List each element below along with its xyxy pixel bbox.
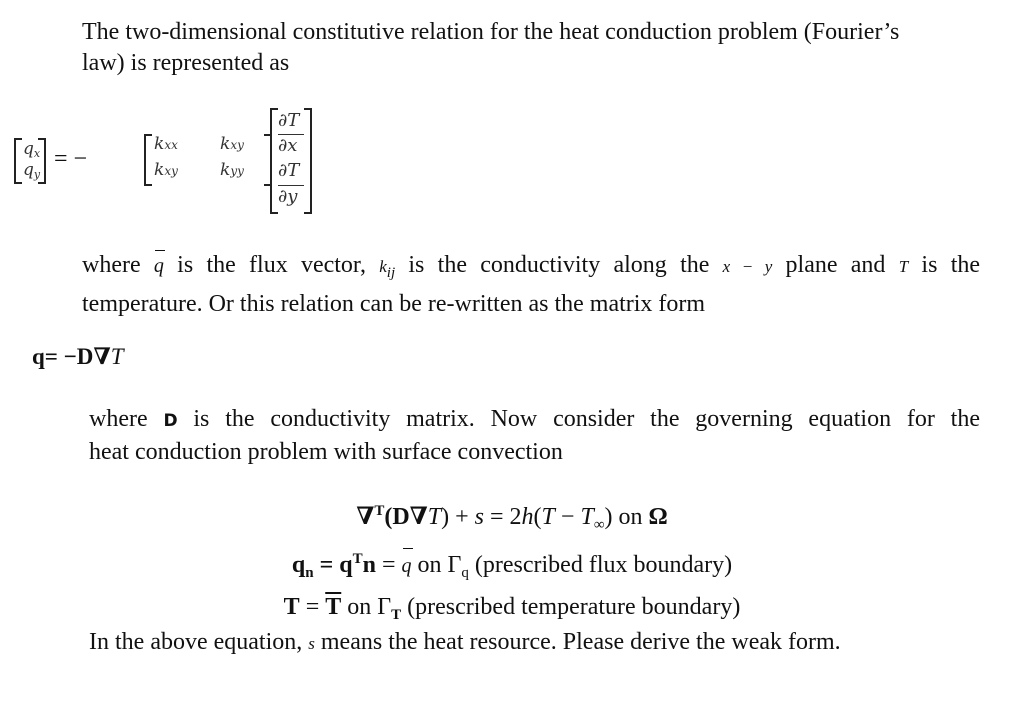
k-xy-bottom: kxy [154,160,178,180]
governing-eq-3: $T = \overline{T}$ on $\Gamma_T$ (prescribed temperature boundary) [283,594,741,623]
flux-vector-symbol: q [154,251,164,282]
where-line-2: temperature. Or this relation can be re-written as the matrix form [82,291,706,317]
k-xx: kxx [154,134,178,154]
temperature-gradient-vector [270,108,312,214]
D-symbol: D [163,411,178,431]
intro-paragraph [82,17,980,79]
where-paragraph-2 [89,404,980,468]
governing-eq-1: $\nabla^T(D\nabla T) + s = 2h(T - T_\infty)$ on Ω [356,503,668,533]
matrix-form-equation: q= −D∇T [32,344,124,369]
where2-line-1: where D is the conductivity matrix. Now consider the governing equation for the [89,406,981,432]
where-paragraph-1 [82,250,980,320]
temperature-symbol: T [898,257,909,276]
qx: $q_x$ [23,139,41,160]
kij-symbol: kij [379,257,396,281]
intro-line-1: The two-dimensional constitutive relation for the heat conduction problem (Fourier’s [82,19,900,45]
where2-line-2: heat conduction problem with surface convection [89,439,563,465]
k-yy: kyy [220,160,244,180]
qy: $q_y$ [23,160,41,181]
k-xy-top: kxy [220,134,244,154]
closing-paragraph: In the above equation, s means the heat resource. Please derive the weak form. [89,629,841,655]
flux-vector-lhs [14,138,46,184]
dx: ∂x [278,135,298,156]
equals-minus: = − [54,146,88,172]
dy: ∂y [278,186,298,207]
dT-1: ∂T [278,110,300,131]
xy-plane-symbol: x − y [722,257,773,276]
dT-2: ∂T [278,160,300,181]
where-line-1: where q is the flux vector, kij is the conductivity along the x − y plane and T is the [82,252,981,281]
heat-source-symbol: s [308,634,315,653]
intro-line-2: law) is represented as [82,50,290,76]
governing-equations [200,494,824,632]
conductivity-matrix [144,134,272,186]
fourier-matrix-equation [14,108,314,214]
governing-eq-2: $q_n = q^Tn = q$ on $\Gamma_q$ (prescribed flux boundary) [291,551,733,581]
